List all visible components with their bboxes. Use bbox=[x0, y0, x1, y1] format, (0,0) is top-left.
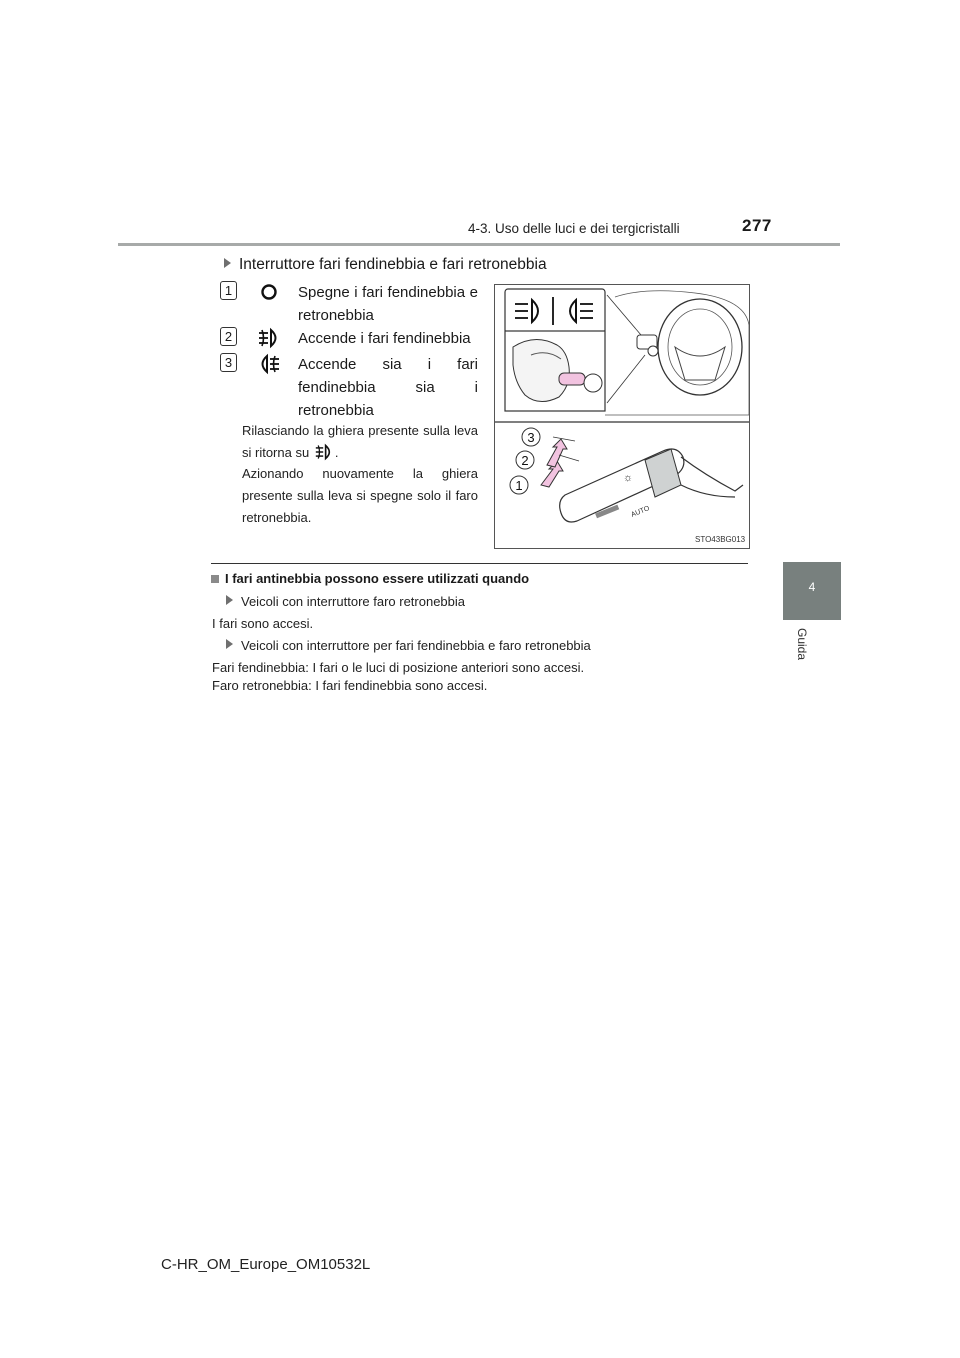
case2-title-text: Veicoli con interruttore per fari fendinebbia e faro retronebbia bbox=[241, 638, 591, 653]
front-fog-inline-icon bbox=[313, 443, 335, 461]
callout-2: 2 bbox=[521, 453, 529, 468]
item-number-2: 2 bbox=[220, 327, 237, 346]
usage-heading bbox=[211, 571, 529, 586]
steering-lever-drawing bbox=[495, 285, 749, 548]
item-text-3: Accende sia i fari fendinebbia sia i retronebbia bbox=[298, 356, 478, 419]
bullet-triangle-icon bbox=[224, 258, 231, 268]
front-fog-icon bbox=[256, 327, 282, 349]
case1-title-text: Veicoli con interruttore faro retronebbia bbox=[241, 594, 466, 609]
callout-1: 1 bbox=[515, 478, 523, 493]
item-number-1: 1 bbox=[220, 281, 237, 300]
item-text-1: Spegne i fari fendinebbia e retronebbia bbox=[298, 284, 478, 324]
light-sun-icon: ☼ bbox=[623, 472, 634, 484]
note-release-ring bbox=[242, 420, 478, 464]
case2-line1: Fari fendinebbia: I fari o le luci di posizione anteriori sono accesi. bbox=[212, 660, 585, 675]
section-title: 4-3. Uso delle luci e dei tergicristalli bbox=[468, 221, 680, 236]
chapter-number: 4 bbox=[808, 580, 816, 594]
case2-line2: Faro retronebbia: I fari fendinebbia sono accesi. bbox=[212, 678, 488, 693]
square-bullet-icon bbox=[211, 575, 219, 583]
fog-switch-heading-text: Interruttore fari fendinebbia e fari retronebbia bbox=[239, 256, 547, 273]
bullet-triangle-icon bbox=[226, 639, 233, 649]
figure-code: STO43BG013 bbox=[695, 535, 746, 544]
page-number: 277 bbox=[742, 216, 772, 235]
chapter-label: Guida bbox=[795, 628, 809, 661]
callout-3: 3 bbox=[527, 430, 535, 445]
section-rule bbox=[211, 563, 748, 564]
case2-title bbox=[226, 638, 591, 653]
bullet-triangle-icon bbox=[226, 595, 233, 605]
fog-switch-heading bbox=[224, 256, 547, 274]
note-release-ring-text: Rilasciando la ghiera presente sulla leva si ritorna su bbox=[242, 423, 478, 460]
fog-off-icon bbox=[256, 281, 282, 303]
usage-heading-text: I fari antinebbia possono essere utilizzati quando bbox=[225, 571, 530, 586]
note-release-ring-end: . bbox=[334, 445, 339, 460]
footer-doc-id: C-HR_OM_Europe_OM10532L bbox=[161, 1256, 371, 1273]
item-number-3: 3 bbox=[220, 353, 237, 372]
rear-fog-icon bbox=[256, 353, 282, 375]
lever-auto-label: AUTO bbox=[630, 505, 651, 519]
fog-switch-illustration bbox=[494, 284, 750, 549]
case1-title bbox=[226, 594, 465, 609]
item-text-2: Accende i fari fendinebbia bbox=[298, 330, 471, 347]
header-rule bbox=[118, 243, 840, 246]
chapter-tab bbox=[783, 562, 841, 620]
case1-text: I fari sono accesi. bbox=[212, 616, 314, 631]
note-rotate-again: Azionando nuovamente la ghiera presente sulla leva si spegne solo il faro retronebbia. bbox=[242, 466, 478, 525]
